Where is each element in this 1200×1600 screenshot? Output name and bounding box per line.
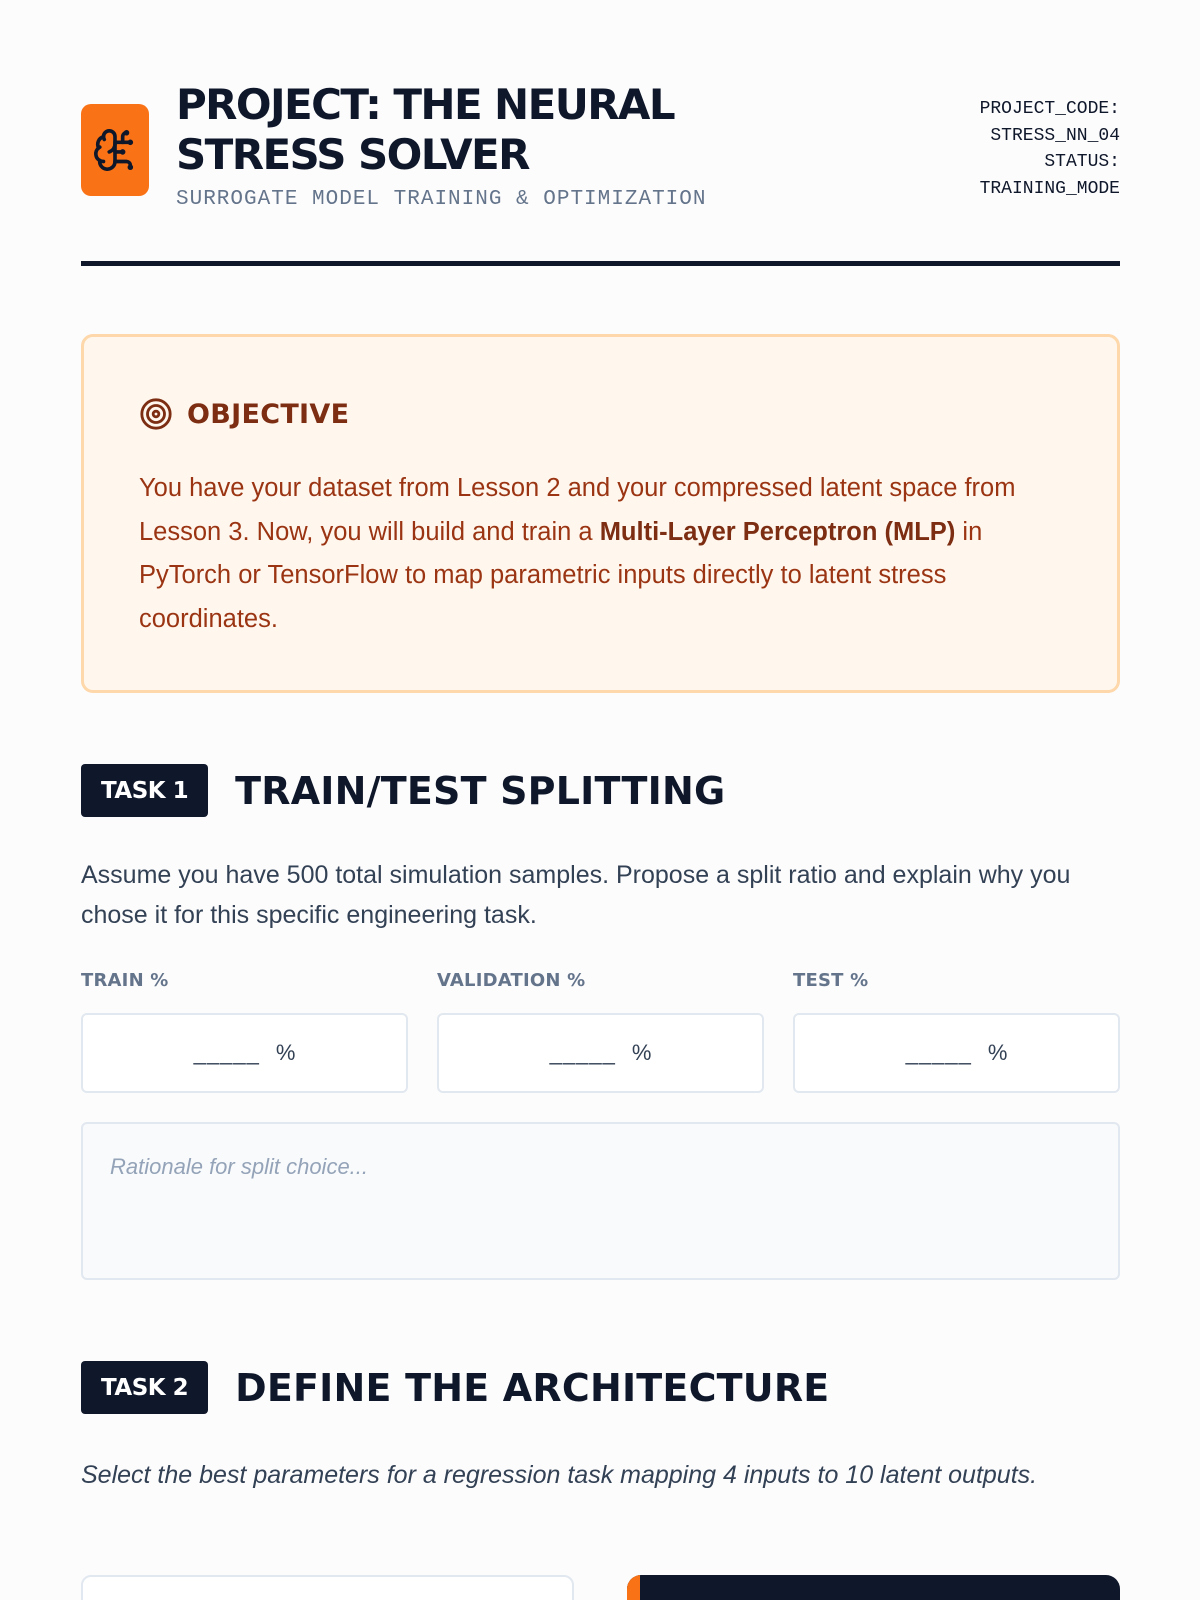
rationale-textarea[interactable] <box>81 1122 1120 1280</box>
brain-circuit-icon <box>81 104 149 196</box>
project-code-label: PROJECT_CODE: <box>979 99 1120 119</box>
validation-percent-input[interactable] <box>437 1013 764 1093</box>
page-header <box>81 80 1120 270</box>
test-field <box>793 970 1120 1065</box>
train-percent-input[interactable] <box>81 1013 408 1093</box>
train-unit: % <box>275 1040 296 1065</box>
validation-label: VALIDATION % <box>437 970 586 991</box>
project-meta <box>980 96 1120 202</box>
validation-field <box>437 970 764 1065</box>
test-blank: _____ <box>905 1040 972 1065</box>
validation-unit: % <box>631 1040 652 1065</box>
objective-text <box>139 467 1059 641</box>
task2-title: DEFINE THE ARCHITECTURE <box>235 1365 830 1410</box>
validation-blank: _____ <box>549 1040 616 1065</box>
task2-badge: TASK 2 <box>81 1361 208 1414</box>
objective-title: OBJECTIVE <box>187 398 350 430</box>
target-icon <box>139 397 173 431</box>
objective-panel <box>81 334 1120 693</box>
objective-text-part: in PyTorch or TensorFlow to map parametric inputs directly to latent stress coordinates. <box>139 517 983 633</box>
status-value: TRAINING_MODE <box>979 178 1120 199</box>
project-code-value: STRESS_NN_04 <box>990 125 1120 146</box>
status-label: STATUS: <box>1044 152 1120 172</box>
task1-header <box>81 764 725 817</box>
task2-header <box>81 1361 829 1414</box>
objective-heading <box>139 397 349 431</box>
train-blank: _____ <box>193 1040 260 1065</box>
task1-badge: TASK 1 <box>81 764 208 817</box>
test-percent-input[interactable] <box>793 1013 1120 1093</box>
train-field <box>81 970 408 1065</box>
test-label: TEST % <box>793 970 869 991</box>
architecture-options-card[interactable] <box>81 1575 574 1600</box>
task1-description: Assume you have 500 total simulation samples. Propose a split ratio and explain why you chose it for this specific engineering task. <box>81 861 1071 929</box>
objective-text-part: You have your dataset from Lesson 2 and your compressed latent space from Lesson 3. Now, you will build and train a <box>139 474 1016 546</box>
objective-text-bold: Multi-Layer Perceptron (MLP) <box>599 517 956 546</box>
card-accent-bar <box>627 1575 640 1600</box>
page-title: PROJECT: THE NEURAL STRESS SOLVER <box>176 80 675 179</box>
task2-description: Select the best parameters for a regression task mapping 4 inputs to 10 latent outputs. <box>81 1461 1038 1489</box>
task1-title: TRAIN/TEST SPLITTING <box>235 768 726 813</box>
page-subtitle: SURROGATE MODEL TRAINING & OPTIMIZATION <box>176 188 707 211</box>
header-divider <box>81 261 1120 266</box>
train-label: TRAIN % <box>81 970 169 991</box>
architecture-summary-card <box>627 1575 1120 1600</box>
test-unit: % <box>987 1040 1008 1065</box>
